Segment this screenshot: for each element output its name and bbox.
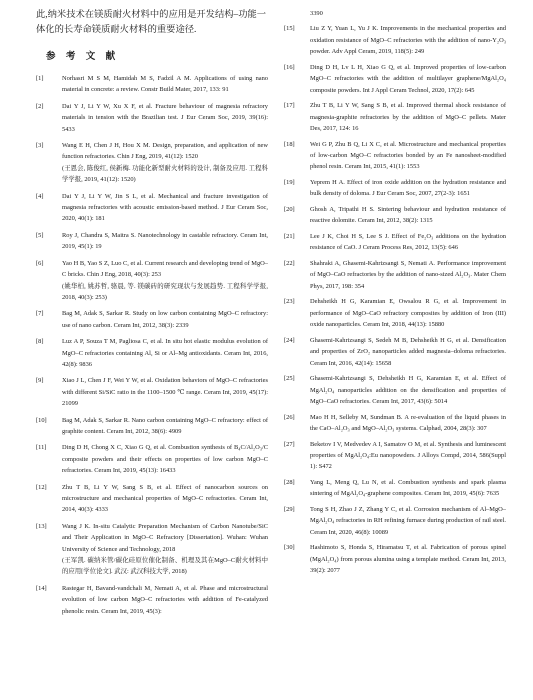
reference-text: Yao H B, Yao S Z, Luo C, et al. Current research and developing trend of MgO–C bricks. Chin J Eng, 2018, 40(3): 253 [62,259,268,279]
reference-number: [10] [36,416,47,424]
reference-number: [7] [36,310,44,318]
reference-text: Beketov I V, Medvedev A I, Samatov O M, et al. Synthesis and luminescent properties of MgAl₂O₄:Eu nanopowders. J Alloys Compd, 2014, 586(Suppl 1): S472 [310,440,506,471]
reference-number: [28] [284,479,295,487]
reference-text: Ding D H, Lv L H, Xiao G Q, et al. Improved properties of low-carbon MgO–C refractories with the addition of multilayer graphene/MgAl₂O₄ composite powders. Int J Appl Ceram Technol, 2020, 17(2): 645 [310,63,506,94]
reference-item [284,296,506,330]
right-reference-list [284,23,506,576]
reference-number: [17] [284,102,295,110]
reference-item [36,415,268,438]
reference-item [284,231,506,254]
reference-item [284,204,506,227]
reference-item [36,191,268,225]
reference-item [284,23,506,57]
reference-number: [2] [36,102,44,110]
reference-item [36,140,268,186]
reference-number: [16] [284,63,295,71]
reference-number: [19] [284,179,295,187]
reference-number: [30] [284,544,295,552]
reference-text: Shahraki A, Ghasemi-Kahrizsangi S, Nemati A. Performance improvement of MgO–CaO refractories by the addition of nano-sized Al₂O₃. Mater Chem Phys, 2017, 198: 354 [310,260,506,290]
reference-number: [3] [36,142,44,150]
reference-item [36,73,268,96]
reference-text: Wang J K. In-situ Catalytic Preparation Mechanism of Carbon Nanotube/SiC and Their Application in MgO–C Refractory [Dissertation]. Wuhan: Wuhan University of Science and Technology, 2018 [62,522,268,553]
right-column [284,8,506,581]
reference-text: Yang L, Meng Q, Lu N, et al. Combustion synthesis and spark plasma sintering of MgAl₂O₄-graphene composites. Ceram Int, 2019, 45(6): 7635 [310,479,506,498]
reference-text: Norhasri M S M, Hamidah M S, Fadzil A M. Applications of using nano material in concrete: a review. Constr Build Mater, 2017, 133: 91 [62,75,268,94]
reference-item [36,230,268,253]
reference-item [36,442,268,476]
left-column [36,8,268,622]
reference-text: Rastegar H, Bavand-vandchali M, Nemati A, et al. Phase and microstructural evolution of low carbon MgO–C refractories with addition of Fe-catalyzed phenolic resin. Ceram Int, 2019, 45(3): [62,584,268,615]
reference-number: [14] [36,584,47,592]
reference-number: [29] [284,506,295,514]
reference-item [284,100,506,134]
reference-item [284,412,506,435]
reference-item [36,375,268,409]
reference-item [284,258,506,292]
reference-number: [9] [36,377,44,385]
reference-text: Luz A P, Souza T M, Pagliosa C, et al. In situ hot elastic modulus evolution of MgO–C refractories containing Al, Si or Al–Mg antioxidants. Ceram Int, 2016, 42(8): 9836 [62,338,268,368]
reference-number: [1] [36,75,44,82]
reference-item [284,542,506,576]
reference-text: Bag M, Adak S, Sarkar R. Nano carbon containing MgO–C refractory: effect of graphite content. Ceram Int, 2012, 38(6): 4909 [62,416,268,435]
reference-text: Wang E H, Chen J H, Hou X M. Design, preparation, and application of new function refractories. Chin J Eng, 2019, 41(12): 1520 [62,142,268,161]
reference-item [284,373,506,407]
reference-text: Dehsheikh H G, Karamian E, Owsalou R G, et al. Improvement in performance of MgO–CaO refractory composites by addition of Iron (III) oxide nanoparticles. Ceram Int, 2018, 44(13): 15880 [310,298,506,329]
reference-item [36,258,268,304]
reference-text: Dai Y J, Li Y W, Xu X F, et al. Fracture behaviour of magnesia refractory materials in tension with the Brazilian test. J Eur Ceram Soc, 2019, 39(16): 5433 [62,102,268,133]
reference-chinese-text: (王恩会, 陈俊红, 侯新梅. 功能化新型耐火材料的设计, 制备及应用. 工程科学学报, 2019, 41(12): 1520) [62,164,268,184]
reference-number: [23] [284,298,295,306]
reference-continuation: 3390 [310,10,323,17]
reference-item [284,139,506,173]
reference-text: Dai Y J, Li Y W, Jin S L, et al. Mechanical and fracture investigation of magnesia refractories with acoustic emission-based method. J Eur Ceram Soc, 2020, 40(1): 181 [62,192,268,223]
reference-number: [27] [284,440,295,448]
reference-text: Zhu T B, Li Y W, Sang S B, et al. Improved thermal shock resistance of magnesia-graphite refractories by the addition of MgO–C pellets. Mater Des, 2017, 124: 16 [310,102,506,133]
reference-item [36,336,268,370]
reference-number: [20] [284,206,295,214]
reference-text: Yeprem H A. Effect of iron oxide addition on the hydration resistance and bulk density of doloma. J Eur Ceram Soc, 2007, 27(2-3): 1651 [310,179,506,198]
reference-text: Zhu T B, Li Y W, Sang S B, et al. Effect of nanocarbon sources on microstructure and mechanical properties of MgO–C refractories. Ceram Int, 2014, 40(3): 4333 [62,483,268,514]
reference-number: [21] [284,233,295,241]
reference-text: Roy J, Chandra S, Maitra S. Nanotechnology in castable refractory. Ceram Int, 2019, 45(1): 19 [62,231,268,251]
reference-item [36,308,268,331]
reference-text: Ghasemi-Kahrizsangi S, Sedeh M B, Dehsheikh H G, et al. Densification and properties of ZrO₂ nanoparticles added magnesia–doloma refractories. Ceram Int, 2016, 42(14): 15658 [310,336,506,367]
reference-text: Ghosh A, Tripathi H S. Sintering behaviour and hydration resistance of reactive dolomite. Ceram Int, 2012, 38(2): 1315 [310,206,506,225]
reference-number: [12] [36,483,47,491]
reference-item [284,477,506,500]
reference-item [36,583,268,617]
reference-item [36,482,268,516]
intro-paragraph: 此,纳米技术在镁质耐火材料中的应用是开发结构–功能一体化的长寿命镁质耐火材料的重要途径. [36,10,267,35]
reference-number: [18] [284,140,295,148]
reference-text: Hashimoto S, Honda S, Hiramatsu T, et al. Fabrication of porous spinel (MgAl₂O₄) from porous alumina using a template method. Ceram Int, 2013, 39(2): 2077 [310,544,506,575]
reference-number: [24] [284,336,295,344]
reference-text: Wei G P, Zhu B Q, Li X C, et al. Microstructure and mechanical properties of low-carbon MgO–C refractories bonded by an Fe nanosheet-modified phenol resin. Ceram Int, 2015, 41(1): 1553 [310,140,506,171]
reference-number: [13] [36,522,47,530]
reference-number: [5] [36,231,44,239]
reference-text: Xiao J L, Chen J F, Wei Y W, et al. Oxidation behaviors of MgO–C refractories with different Si/SiC ratio in the 1100–1500 ℃ range. Ceram Int, 2019, 45(17): 21099 [62,377,268,408]
reference-item [284,439,506,473]
reference-text: Tong S H, Zhao J Z, Zhang Y C, et al. Corrosion mechanism of Al–MgO–MgAl₂O₄ refractories in RH refining furnace during production of rail steel. Ceram Int, 2020, 46(8): 10089 [310,506,506,536]
reference-text: Mao H H, Selleby M, Sundman B. A re-evaluation of the liquid phases in the CaO–Al₂O₃ and MgO–Al₂O₃ systems. Calphad, 2004, 28(3): 307 [310,413,506,433]
reference-number: [25] [284,375,295,383]
reference-text: Ding D H, Chong X C, Xiao G Q, et al. Combustion synthesis of B₄C/Al₂O₃/C composite powders and their effects on properties of low carbon MgO–C refractories. Ceram Int, 2019, 45(13): 16433 [62,444,268,475]
reference-number: [15] [284,25,295,33]
reference-text: Lee J K, Choi H S, Lee S J. Effect of Fe₂O₃ additions on the hydration resistance of CaO. J Ceram Process Res, 2012, 13(5): 646 [310,233,506,252]
references-heading: 参 考 文 献 [46,52,120,62]
reference-item [284,335,506,369]
reference-number: [4] [36,192,44,200]
reference-item [284,504,506,538]
reference-text: Ghasemi-Kahrizsangi S, Dehsheikh H G, Karamian E, et al. Effect of MgAl₂O₄ nanoparticles addition on the densification and properties of MgO–CaO refractories. Ceram Int, 2017, 43(6): 5014 [310,375,506,406]
reference-item [36,101,268,135]
reference-item [284,62,506,96]
reference-item [284,177,506,200]
left-reference-list [36,73,268,617]
reference-number: [26] [284,413,295,421]
reference-text: Liu Z Y, Yuan L, Yu J K. Improvements in the mechanical properties and oxidation resistance of MgO–C refractories with the addition of nano-Y₂O₃ powder. Adv Appl Ceram, 2019, 118(5): 249 [310,25,506,56]
reference-number: [22] [284,260,295,268]
reference-text: Bag M, Adak S, Sarkar R. Study on low carbon containing MgO–C refractory: use of nano carbon. Ceram Int, 2012, 38(3): 2339 [62,310,268,329]
reference-item [36,521,268,578]
reference-number: [6] [36,259,44,267]
reference-chinese-text: (王军凯. 碳纳米管/碳化硅原位催化制备、机理及其在MgO–C耐火材料中的应用[学位论文]. 武汉: 武汉科技大学, 2018) [62,557,268,576]
reference-number: [8] [36,338,44,346]
reference-chinese-text: (姚华柏, 姚苏哲, 骆晨, 等. 镁碳砖的研究现状与发展趋势. 工程科学学报, 2018, 40(3): 253) [62,282,268,301]
reference-number: [11] [36,444,47,452]
